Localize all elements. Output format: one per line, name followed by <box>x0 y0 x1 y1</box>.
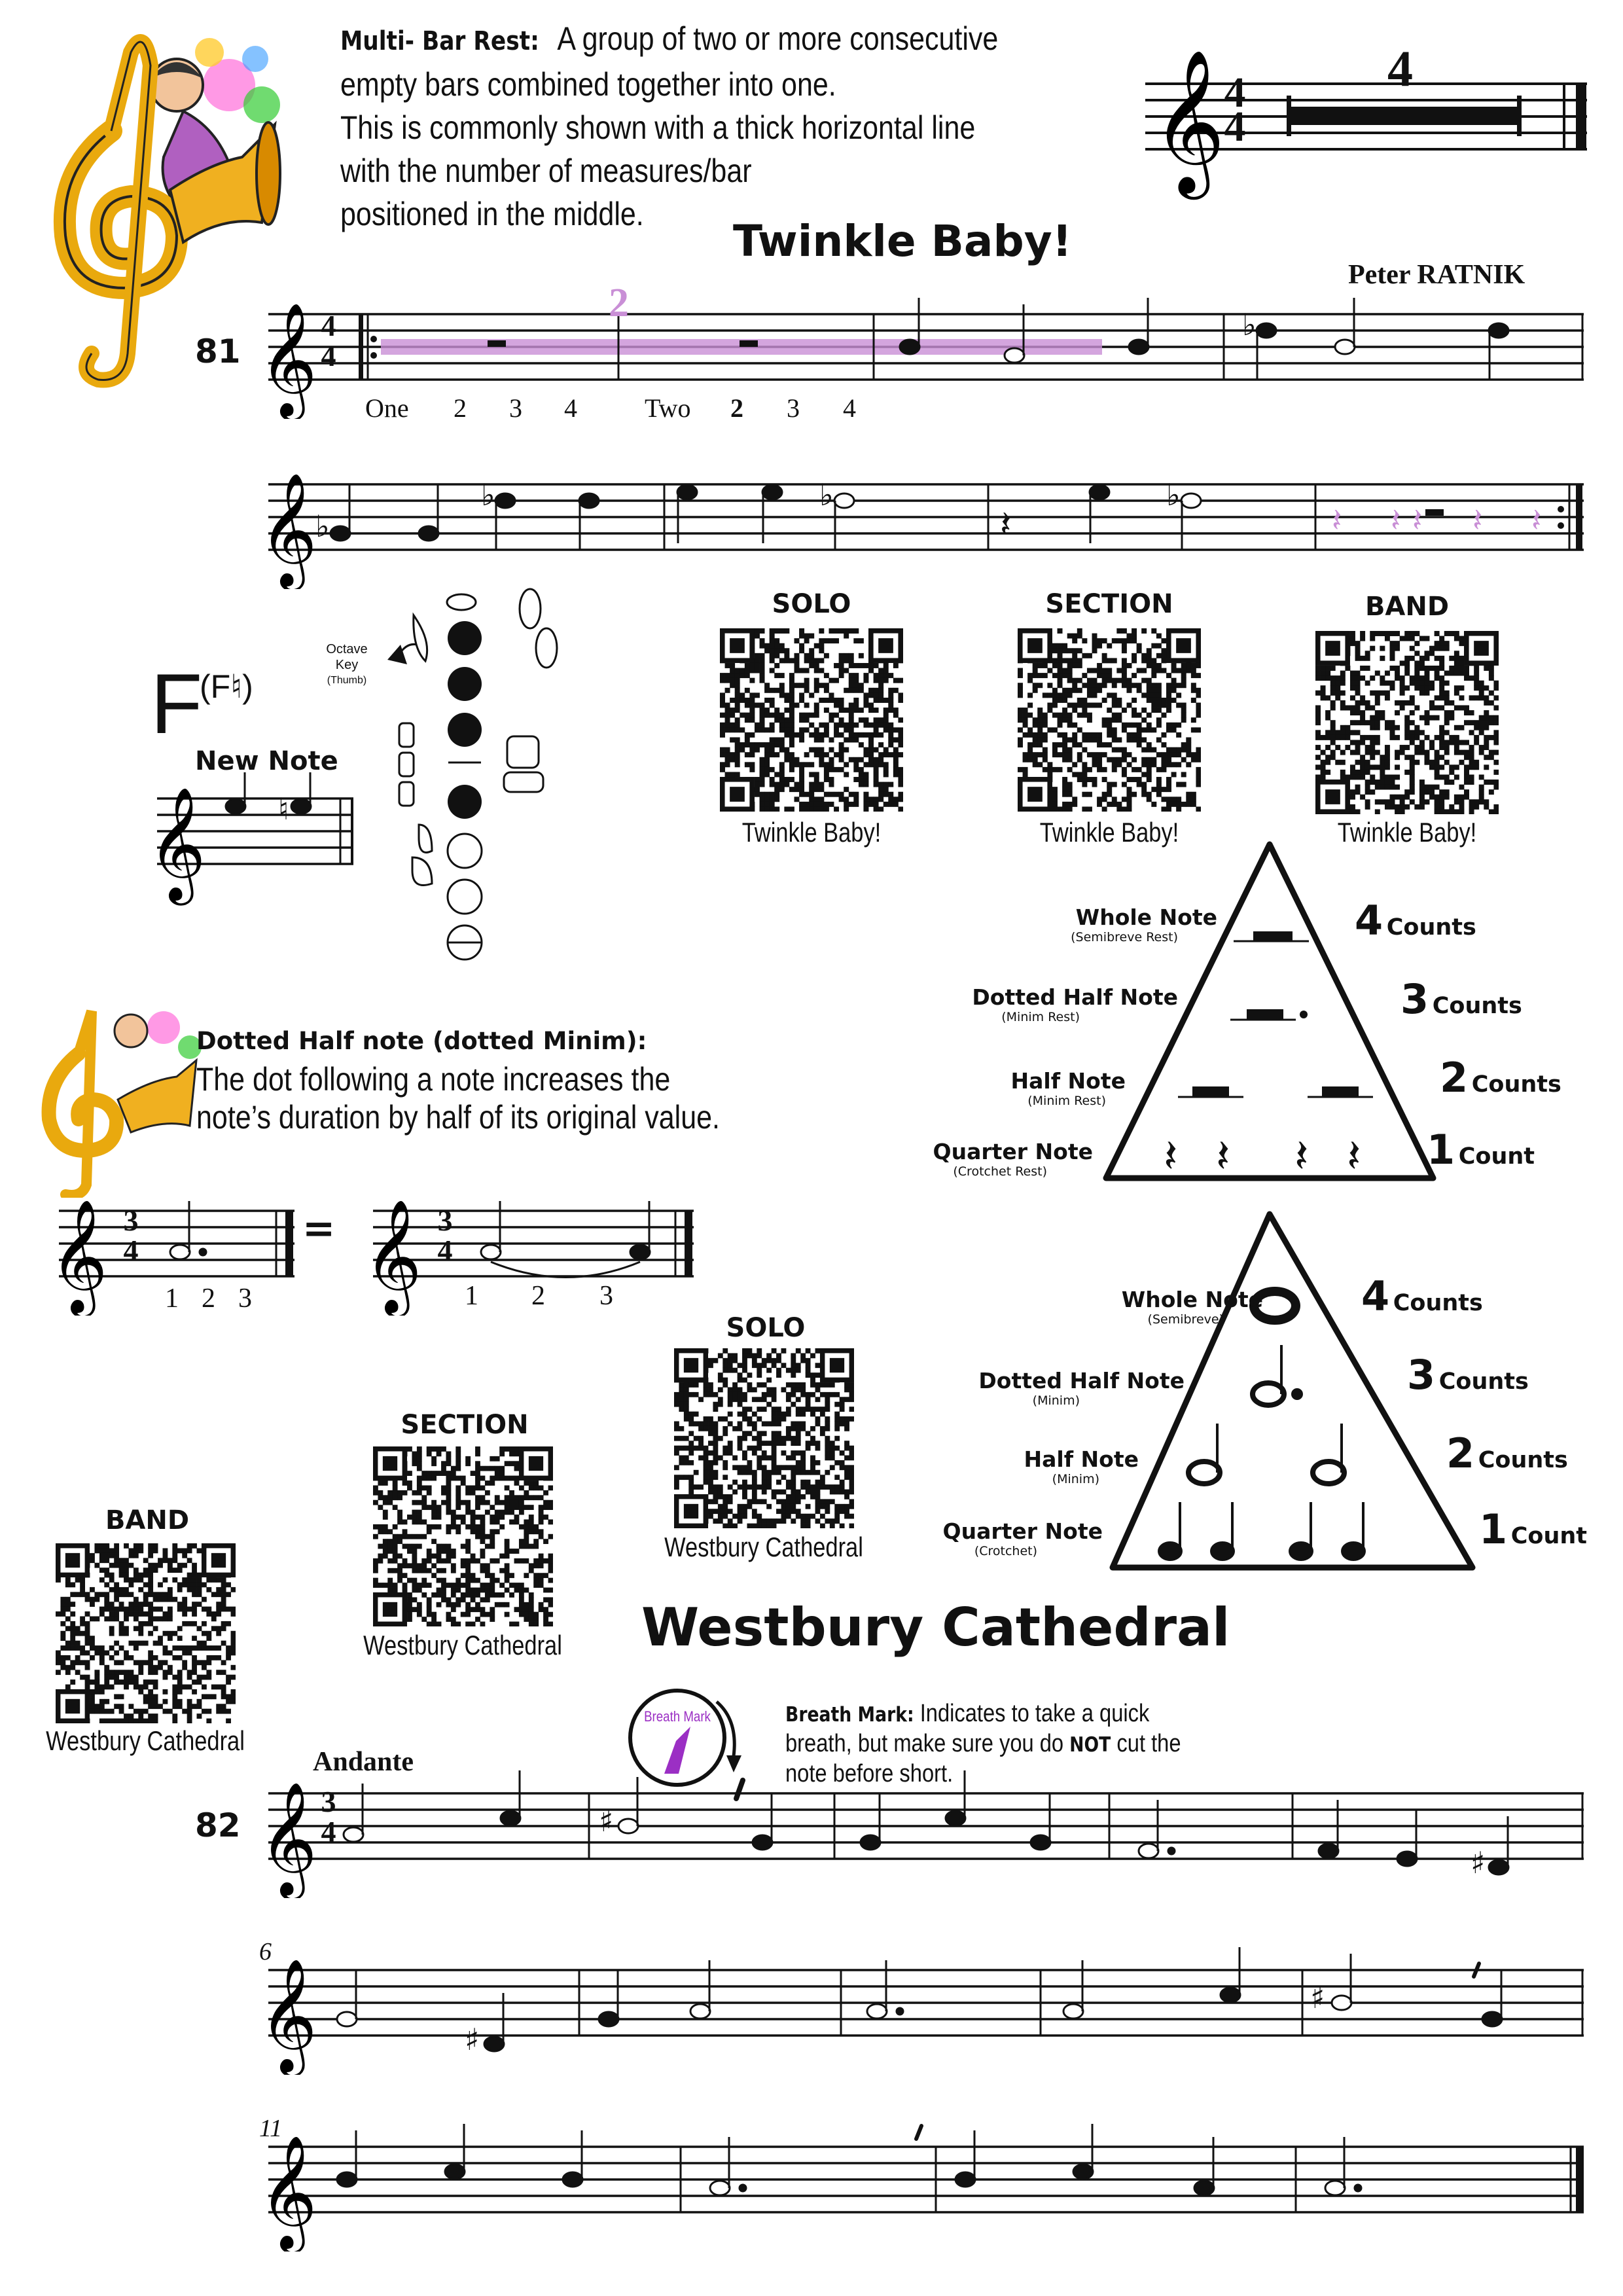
multibar-description <box>340 17 1139 236</box>
half-rest-icon <box>1192 1086 1229 1097</box>
multibar-line5: positioned in the middle. <box>340 196 644 232</box>
breath-mark-icon <box>916 2126 921 2139</box>
piece1-count-2: 2 <box>454 393 467 423</box>
rest-row-name: Whole Note <box>1075 905 1217 930</box>
svg-text:♭: ♭ <box>1242 307 1257 342</box>
breath-heading: Breath Mark: <box>785 1703 914 1727</box>
qr-bottom-section-caption: Westbury Cathedral <box>363 1630 562 1660</box>
qr-code-twinkle-section[interactable] <box>1018 628 1201 812</box>
new-note-letter: F <box>151 656 203 751</box>
piece1-count-7: 3 <box>787 393 800 423</box>
svg-text:𝄽: 𝄽 <box>1294 1129 1309 1183</box>
piece1-composer: Peter RATNIK <box>1348 260 1525 290</box>
qr-code-twinkle-band[interactable] <box>1315 631 1499 814</box>
rest-row-name: Half Note <box>1010 1068 1126 1094</box>
note-row-dotted-half <box>870 1368 1185 1408</box>
count-unit: Counts <box>1432 993 1522 1019</box>
qr-code-westbury-section[interactable] <box>373 1446 553 1626</box>
count-unit: Count <box>1510 1523 1588 1549</box>
svg-text:♭: ♭ <box>481 477 495 512</box>
rest-row-half <box>851 1068 1126 1108</box>
qr-bottom-band-caption: Westbury Cathedral <box>46 1725 245 1756</box>
breath-mark-icon <box>1474 1964 1479 1977</box>
note-count-2 <box>1446 1429 1568 1477</box>
piece1-staff2 <box>255 458 1623 589</box>
time-bottom: 4 <box>123 1234 139 1267</box>
count-number: 2 <box>1446 1429 1475 1477</box>
count-number: 4 <box>1355 897 1383 944</box>
count-a-2: 2 <box>202 1283 215 1314</box>
dotted-heading: Dotted Half note (dotted Minim): <box>196 1027 647 1055</box>
piece2-staff3 <box>255 2121 1623 2251</box>
equals-sign: = <box>302 1206 336 1251</box>
note-count-1 <box>1479 1505 1587 1553</box>
dotted-line1: The dot following a note increases the <box>196 1061 671 1098</box>
treble-clef-icon: 𝄞 <box>1152 48 1226 193</box>
dotted-half-rest-icon <box>1247 1009 1283 1020</box>
mascot-small-illustration <box>20 1001 216 1198</box>
breath-line3: note before short. <box>785 1760 954 1787</box>
rest-row-name: Dotted Half Note <box>972 984 1178 1010</box>
count-number: 4 <box>1361 1272 1390 1320</box>
qr-top-band-caption: Twinkle Baby! <box>1337 817 1477 848</box>
piece1-title: Twinkle Baby! <box>733 216 1072 266</box>
breath-line2: breath, but make sure you do <box>785 1730 1064 1757</box>
qr-bottom-solo-caption: Westbury Cathedral <box>664 1532 863 1562</box>
rest-row-dotted-half <box>851 984 1178 1024</box>
time-bottom: 4 <box>321 1815 336 1848</box>
count-unit: Counts <box>1393 1290 1483 1316</box>
count-a-3: 3 <box>238 1283 252 1314</box>
new-note-label: New Note <box>195 746 338 776</box>
treble-clef-icon: 𝄞 <box>148 787 206 901</box>
time-bottom: 4 <box>437 1234 453 1267</box>
note-row-whole <box>982 1287 1263 1327</box>
mascot-trumpet-clef-illustration <box>13 26 288 393</box>
dotted-time-signature-a <box>119 1206 143 1266</box>
multibar-heading: Multi- Bar Rest: <box>340 26 539 56</box>
qr-top-solo-caption: Twinkle Baby! <box>741 817 882 848</box>
whole-rest-icon <box>1253 931 1293 942</box>
count-b-3: 3 <box>599 1281 613 1311</box>
piece1-count-6: 2 <box>730 393 743 423</box>
multibar-count: 4 <box>1387 40 1413 97</box>
rest-count-4 <box>1355 897 1476 944</box>
qr-bottom-band-label: BAND <box>105 1505 190 1535</box>
octave-line3: (Thumb) <box>327 675 367 686</box>
dotted-example-staff <box>46 1185 766 1316</box>
piece2-staff1 <box>255 1767 1623 1898</box>
piece2-title: Westbury Cathedral <box>641 1597 1230 1658</box>
svg-text:𝄽: 𝄽 <box>1164 1129 1178 1183</box>
octave-line2: Key <box>335 658 359 672</box>
multibar-line3: This is commonly shown with a thick horizontal line <box>340 109 976 146</box>
count-unit: Counts <box>1471 1071 1561 1098</box>
rest-count-1 <box>1427 1126 1535 1174</box>
multibar-line4: with the number of measures/bar <box>340 152 752 189</box>
dotted-line2: note’s duration by half of its original value. <box>196 1099 720 1136</box>
note-row-sub: (Crotchet) <box>974 1544 1037 1558</box>
count-unit: Count <box>1458 1143 1535 1170</box>
treble-clef-icon: 𝄞 <box>259 2135 317 2249</box>
count-number: 1 <box>1479 1505 1508 1553</box>
breath-line2b: cut the <box>1116 1730 1181 1757</box>
fingering-chart <box>373 576 596 969</box>
svg-text:♭: ♭ <box>315 509 330 544</box>
treble-clef-icon: 𝄞 <box>364 1199 422 1313</box>
count-b-2: 2 <box>531 1281 545 1311</box>
svg-text:♯: ♯ <box>1471 1845 1486 1880</box>
qr-bottom-section-label: SECTION <box>401 1410 529 1440</box>
rest-row-sub: (Semibreve Rest) <box>1071 930 1178 944</box>
notes-bar7 <box>1000 477 1201 550</box>
breath-line1: Indicates to take a quick <box>919 1700 1150 1727</box>
treble-clef-icon: 𝄞 <box>259 1782 317 1895</box>
treble-clef-icon: 𝄞 <box>259 302 317 416</box>
svg-text:♭: ♭ <box>819 477 834 512</box>
multibar-line2: empty bars combined together into one. <box>340 66 836 103</box>
new-note-staff <box>144 772 380 923</box>
note-row-name: Quarter Note <box>942 1518 1103 1544</box>
piece1-time-signature <box>317 311 340 371</box>
qr-top-section-label: SECTION <box>1045 589 1173 619</box>
piece1-rest-count: 2 <box>609 281 629 325</box>
piece1-count-4: 4 <box>564 393 577 423</box>
rest-row-name: Quarter Note <box>933 1139 1093 1164</box>
half-rest-icon <box>740 340 758 347</box>
time-top: 3 <box>437 1204 453 1237</box>
time-bottom: 4 <box>1224 103 1246 151</box>
multibar-rest-bar <box>1287 96 1522 136</box>
piece2-tempo: Andante <box>313 1747 414 1777</box>
note-count-3 <box>1407 1351 1529 1399</box>
treble-clef-icon: 𝄞 <box>50 1199 108 1313</box>
svg-text:♯: ♯ <box>465 2022 480 2057</box>
piece1-count-8: 4 <box>843 393 856 423</box>
rest-count-3 <box>1400 975 1522 1023</box>
piece1-number: 81 <box>195 332 241 370</box>
dotted-description <box>196 1022 785 1136</box>
rest-row-quarter <box>785 1139 1093 1179</box>
piece1-count-1: One <box>365 393 409 423</box>
time-bottom: 4 <box>321 339 336 372</box>
new-note-alt: (F♮) <box>200 668 253 705</box>
half-rest-icon <box>488 340 506 347</box>
count-unit: Counts <box>1478 1447 1568 1473</box>
count-number: 3 <box>1407 1351 1436 1399</box>
qr-code-twinkle-solo[interactable] <box>720 628 903 812</box>
count-unit: Counts <box>1386 914 1476 941</box>
svg-text:𝄽: 𝄽 <box>1332 501 1342 539</box>
time-top: 4 <box>1224 69 1246 117</box>
octave-line1: Octave <box>326 642 368 656</box>
time-top: 3 <box>123 1204 139 1237</box>
note-row-sub: (Semibreve) <box>1147 1312 1224 1327</box>
qr-bottom-solo-label: SOLO <box>726 1313 806 1343</box>
count-number: 3 <box>1400 975 1429 1023</box>
piece1-count-3: 3 <box>509 393 522 423</box>
count-number: 2 <box>1440 1054 1469 1102</box>
piece2-number: 82 <box>195 1806 241 1844</box>
notes-bar6 <box>677 477 854 550</box>
qr-top-solo-label: SOLO <box>772 589 851 619</box>
multibar-line1: A group of two or more consecutive <box>557 20 999 57</box>
svg-text:♯: ♯ <box>1310 1980 1325 2015</box>
note-count-4 <box>1361 1272 1483 1320</box>
svg-text:𝄽: 𝄽 <box>1531 501 1542 539</box>
bar-number-11: 11 <box>259 2115 283 2142</box>
count-unit: Counts <box>1438 1369 1529 1395</box>
svg-text:♮: ♮ <box>278 791 289 827</box>
note-row-name: Half Note <box>1024 1446 1139 1472</box>
half-rest-icon <box>1322 1086 1359 1097</box>
treble-clef-icon: 𝄞 <box>259 1958 317 2072</box>
svg-text:𝄽: 𝄽 <box>1412 501 1423 539</box>
notes-bar4 <box>1242 298 1508 380</box>
rest-row-whole <box>903 905 1217 944</box>
svg-text:𝄽: 𝄽 <box>1472 501 1483 539</box>
svg-text:𝄽: 𝄽 <box>1216 1129 1230 1183</box>
qr-top-section-caption: Twinkle Baby! <box>1039 817 1179 848</box>
count-number: 1 <box>1427 1126 1455 1174</box>
svg-text:𝄽: 𝄽 <box>1391 501 1401 539</box>
notes-bar5 <box>315 477 599 550</box>
rest-row-sub: (Minim Rest) <box>1001 1010 1080 1024</box>
qr-top-band-label: BAND <box>1364 592 1450 622</box>
svg-text:♯: ♯ <box>599 1803 614 1839</box>
svg-text:𝄽: 𝄽 <box>1347 1129 1361 1183</box>
time-top: 4 <box>321 309 336 342</box>
piece2-staff2 <box>255 1944 1623 2075</box>
svg-text:♭: ♭ <box>1166 477 1181 512</box>
rest-count-2 <box>1440 1054 1561 1102</box>
note-row-name: Whole Note <box>1121 1287 1263 1312</box>
qr-code-westbury-band[interactable] <box>56 1543 236 1723</box>
multibar-example-staff <box>1139 26 1597 236</box>
note-row-name: Dotted Half Note <box>978 1368 1185 1393</box>
rest-row-sub: (Crotchet Rest) <box>953 1164 1047 1179</box>
dotted-time-signature-b <box>433 1206 457 1266</box>
time-top: 3 <box>321 1785 336 1818</box>
qr-code-westbury-solo[interactable] <box>674 1348 854 1528</box>
breath-badge-label: Breath Mark <box>644 1708 711 1725</box>
bar-number-6: 6 <box>259 1938 272 1965</box>
half-rest-icon <box>1425 509 1444 516</box>
count-a-1: 1 <box>165 1283 179 1314</box>
count-b-1: 1 <box>465 1281 478 1311</box>
note-row-sub: (Minim) <box>1052 1472 1099 1486</box>
note-row-sub: (Minim) <box>1032 1393 1080 1408</box>
quarter-rest-icon: 𝄽 <box>1000 503 1012 546</box>
multibar-time-signature <box>1219 69 1251 151</box>
treble-clef-icon: 𝄞 <box>259 473 317 586</box>
note-row-half <box>870 1446 1139 1486</box>
rest-row-sub: (Minim Rest) <box>1027 1094 1106 1108</box>
piece1-count-5: Two <box>645 393 691 423</box>
breath-not: NOT <box>1069 1733 1111 1757</box>
